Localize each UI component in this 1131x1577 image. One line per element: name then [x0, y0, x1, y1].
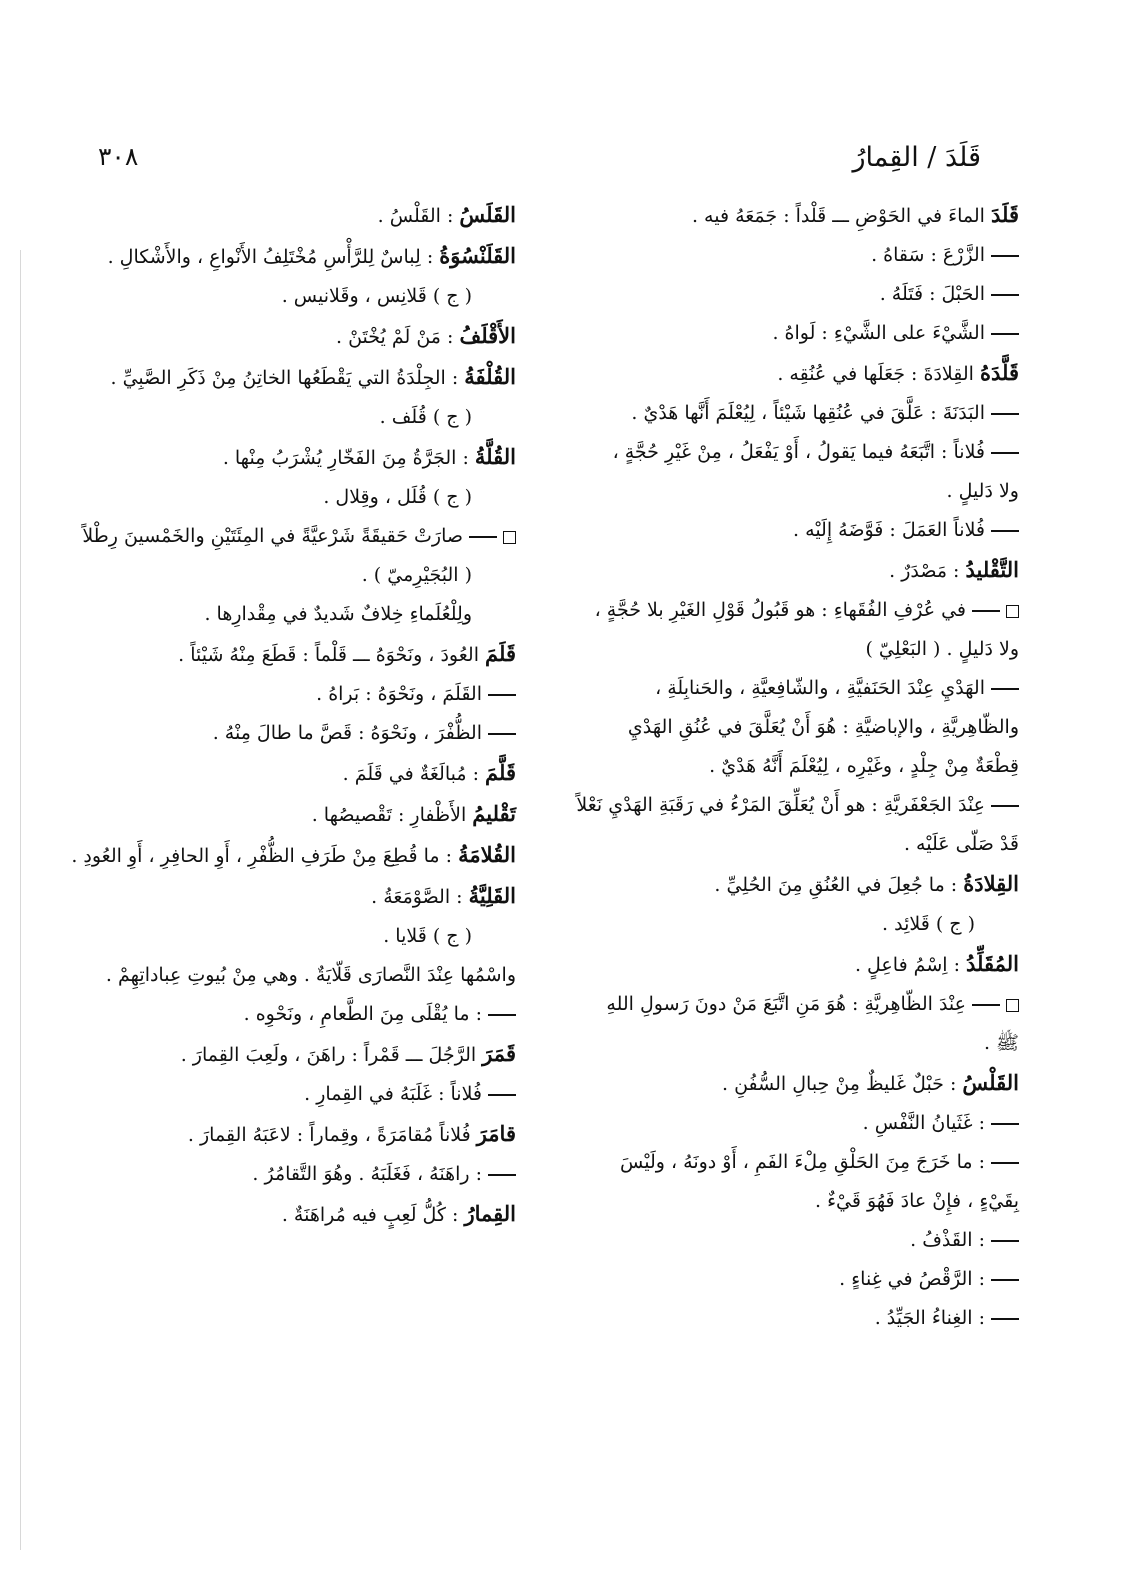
- dictionary-entry: [66, 881, 516, 912]
- plural-form: ( ج ) قَلايا .: [383, 925, 472, 947]
- headword: تَقْليمُ: [472, 801, 516, 826]
- continuation-line: ولا دَليلٍ .: [946, 480, 1019, 502]
- continuation-line: قَدْ صَلّى عَلَيْه .: [903, 833, 1019, 855]
- dictionary-entry: [559, 869, 1019, 900]
- headword: القَلِيَّةُ: [468, 883, 516, 908]
- sense-dash: [991, 1162, 1019, 1164]
- sense-dash: [991, 413, 1019, 415]
- sub-sense: [559, 673, 1019, 703]
- sense-text: : ما خَرَجَ مِنَ الحَلْقِ مِلْءَ الفَمِ ، أَوْ دونَهُ ، ولَيْسَ: [620, 1151, 985, 1173]
- continuation-line: واسْمُها عِنْدَ النَّصارَى قَلّايَةٌ . وهي مِنْ بُيوتِ عِباداتِهِمْ .: [105, 964, 516, 986]
- headword: التَّقْليدُ: [965, 557, 1019, 582]
- sense-text: في عُرْفِ الفُقَهاءِ : هو قَبُولُ قَوْلِ الغَيْرِ بلا حُجَّةٍ ،: [594, 599, 966, 621]
- sense-text: : راهَنَهُ ، فَغَلَبَهُ . وهُوَ التَّقامُرُ .: [252, 1163, 482, 1185]
- dictionary-entry: [66, 321, 516, 352]
- definition-text: : الجِلْدَةُ التي يَقْطَعُها الخاتِنُ مِنْ ذَكَرِ الصَّبِيِّ .: [110, 367, 465, 389]
- right-column: [559, 200, 1019, 1342]
- dictionary-entry: [66, 442, 516, 473]
- sense-dash: [991, 530, 1019, 532]
- page-number: ٣٠٨: [98, 142, 139, 171]
- sense-dash: [991, 805, 1019, 807]
- sense-dash: [991, 1279, 1019, 1281]
- sense-dash: [991, 1318, 1019, 1320]
- plural-form: ( ج ) قَلائِد .: [882, 913, 975, 935]
- plural-form: ( ج ) قُلَل ، وقِلال .: [323, 486, 472, 508]
- sense-text: : غَثَيانُ النَّفْسِ .: [862, 1112, 985, 1134]
- sense-dash: [991, 1240, 1019, 1242]
- sense-text: : ما يُقْلَى مِنَ الطَّعامِ ، ونَحْوِه .: [243, 1003, 482, 1025]
- plural-form: ولِلْعُلَماءِ خِلافٌ شَديدٌ في مِقْدارِها .: [204, 603, 472, 625]
- dictionary-entry: [66, 1199, 516, 1230]
- sense-text: فُلاناً : غَلَبَهُ في القِمارِ .: [304, 1083, 482, 1105]
- dictionary-entry: [66, 1119, 516, 1150]
- dictionary-entry: [66, 200, 516, 231]
- continuation-line: ولا دَليلٍ . ( البَعْلِيّ ): [865, 638, 1019, 660]
- headword: القَلَسُ: [459, 202, 516, 227]
- dictionary-entry: [559, 949, 1019, 980]
- headword: القَلَنْسُوَةُ: [439, 243, 516, 268]
- definition-text: : الصَّوْمَعَةُ .: [371, 886, 469, 908]
- definition-text: : القَلْسُ .: [377, 205, 460, 227]
- sub-sense: [559, 1108, 1019, 1138]
- sub-sense: [66, 679, 516, 709]
- headword: القُلَّةُ: [474, 444, 516, 469]
- continuation-line: والظّاهِريَّةِ ، والإباضيَّةِ : هُوَ أَنْ يُعَلَّقَ في عُنُقِ الهَدْيِ: [627, 716, 1019, 738]
- page-edge-line: [20, 250, 21, 1550]
- dictionary-entry: [559, 358, 1019, 389]
- sense-text: الزَّرْعَ : سَقاهُ .: [871, 244, 985, 266]
- dictionary-entry: [66, 362, 516, 393]
- sense-text: عِنْدَ الجَعْفَريَّةِ : هو أَنْ يُعَلِّقَ المَرْءُ في رَقَبَةِ الهَدْيِ نَعْلاً: [576, 794, 985, 816]
- sense-dash: [991, 333, 1019, 335]
- headword: القِمارُ: [464, 1201, 516, 1226]
- headword: القَلْسُ: [962, 1070, 1019, 1095]
- headword: قَلَدَ: [990, 202, 1019, 227]
- definition-text: القِلادَةَ : جَعَلَها في عُنُقِه .: [777, 363, 980, 385]
- continuation-line: قِطْعَةٌ مِنْ جِلْدٍ ، وغَيْرِه ، لِيُعْلَمَ أَنَّهُ هَدْيٌ .: [709, 755, 1019, 777]
- sense-text: : القَذْفُ .: [910, 1229, 985, 1251]
- headword: قَمَرَ: [482, 1041, 516, 1066]
- sub-sense: [66, 718, 516, 748]
- dictionary-entry: [66, 840, 516, 871]
- sense-text: فُلاناً العَمَلَ : فَوَّضَهُ إِلَيْه .: [793, 519, 985, 541]
- square-marker-icon: [1006, 605, 1019, 618]
- definition-text: : مَصْدَرٌ .: [889, 560, 966, 582]
- dictionary-entry: [66, 758, 516, 789]
- sense-dash: [991, 452, 1019, 454]
- definition-text: : ما قُطِعَ مِنْ طَرَفِ الظُّفْرِ ، أَوِ الحافِرِ ، أَوِ العُودِ .: [71, 845, 459, 867]
- definition-text: الرَّجُلَ ـــ قَمْراً : راهَنَ ، ولَعِبَ القِمارَ .: [180, 1044, 483, 1066]
- headword: الأَقْلَفُ: [459, 323, 516, 348]
- dictionary-entry: [66, 799, 516, 830]
- definition-text: : مُبالَغَةٌ في قَلَمَ .: [342, 763, 486, 785]
- sense-dash: [991, 255, 1019, 257]
- sense-dash: [488, 1094, 516, 1096]
- square-marker-icon: [1006, 999, 1019, 1012]
- continuation-line: ﷺ .: [983, 1032, 1019, 1054]
- definition-text: الماءَ في الحَوْضِ ـــ قَلْداً : جَمَعَهُ فيه .: [691, 205, 991, 227]
- sense-dash: [972, 610, 1000, 612]
- sense-dash: [991, 294, 1019, 296]
- sense-dash: [972, 1004, 1000, 1006]
- headword: قَلَمَ: [485, 641, 516, 666]
- sub-sense: [66, 1079, 516, 1109]
- sub-sense: [559, 1225, 1019, 1255]
- sub-sense: [559, 1264, 1019, 1294]
- technical-sense: [559, 595, 1019, 625]
- sense-dash: [488, 733, 516, 735]
- definition-text: : كُلُّ لَعِبٍ فيه مُراهَنَةٌ .: [281, 1204, 465, 1226]
- headword: القِلادَةُ: [963, 871, 1019, 896]
- sub-sense: [559, 1303, 1019, 1333]
- definition-text: : مَنْ لَمْ يُخْتَنْ .: [335, 326, 460, 348]
- sub-sense: [559, 398, 1019, 428]
- sub-sense: [559, 790, 1019, 820]
- headword: القُلْفَةُ: [464, 364, 516, 389]
- sense-dash: [488, 1174, 516, 1176]
- definition-text: الأَظْفارِ : تَقْصيصُها .: [311, 804, 473, 826]
- dictionary-entry: [66, 639, 516, 670]
- sense-dash: [991, 1123, 1019, 1125]
- sub-sense: [559, 279, 1019, 309]
- sub-sense: [559, 515, 1019, 545]
- headword: قامَرَ: [476, 1121, 516, 1146]
- technical-sense: [559, 989, 1019, 1019]
- definition-text: : اِسْمُ فاعِلٍ .: [854, 954, 967, 976]
- sense-dash: [991, 688, 1019, 690]
- dictionary-entry: [559, 1068, 1019, 1099]
- definition-text: فُلاناً مُقامَرَةً ، وقِماراً : لاعَبَهُ القِمارَ .: [187, 1124, 477, 1146]
- sense-text: : الرَّقْصُ في غِناءٍ .: [839, 1268, 985, 1290]
- sub-sense: [66, 999, 516, 1029]
- dictionary-entry: [66, 241, 516, 272]
- definition-text: العُودَ ، ونَحْوَهُ ـــ قَلْماً : قَطَعَ مِنْهُ شَيْئاً .: [178, 644, 486, 666]
- sense-text: الهَدْيِ عِنْدَ الحَنَفيَّةِ ، والشّافِعيَّةِ ، والحَنابِلَةِ ،: [655, 677, 985, 699]
- left-column: [66, 200, 516, 1239]
- headword: قَلَّمَ: [485, 760, 516, 785]
- plural-form: ( ج ) قُلَف .: [379, 406, 472, 428]
- sub-sense: [66, 1159, 516, 1189]
- continuation-line: بِقَيْءٍ ، فإِنْ عادَ فَهُوَ قَيْءٌ .: [815, 1190, 1019, 1212]
- sense-text: الشَّيْءَ على الشَّيْءِ : لَواهُ .: [772, 322, 985, 344]
- headword: المُقَلِّدُ: [966, 951, 1019, 976]
- headword: قَلَّدَهُ: [979, 360, 1019, 385]
- sense-text: : الغِناءُ الجَيِّدُ .: [874, 1307, 985, 1329]
- dictionary-entry: [559, 555, 1019, 586]
- sub-sense: [559, 318, 1019, 348]
- dictionary-entry: [66, 1039, 516, 1070]
- sense-text: القَلَمَ ، ونَحْوَهُ : بَراهُ .: [316, 683, 482, 705]
- plural-form: ( البُجَيْرِميّ ) .: [361, 564, 472, 586]
- headword: القُلامَةُ: [458, 842, 516, 867]
- sense-dash: [488, 694, 516, 696]
- sub-sense: [559, 240, 1019, 270]
- dictionary-entry: [559, 200, 1019, 231]
- sense-text: الظُّفْرَ ، ونَحْوَهُ : قَصَّ ما طالَ مِنْهُ .: [212, 722, 482, 744]
- definition-text: : الجَرَّةُ مِنَ الفَخّارِ يُشْرَبُ مِنْها .: [222, 447, 475, 469]
- sense-dash: [488, 1014, 516, 1016]
- page-header-title: قَلَدَ / القِمارُ: [852, 142, 981, 173]
- sense-text: عِنْدَ الظّاهِريَّةِ : هُوَ مَنِ اتَّبَعَ مَنْ دونَ رَسولِ اللهِ: [606, 993, 966, 1015]
- definition-text: : حَبْلٌ غَليظٌ مِنْ حِبالِ السُّفُنِ .: [722, 1073, 963, 1095]
- square-marker-icon: [503, 531, 516, 544]
- sense-dash: [469, 536, 497, 538]
- sense-text: فُلاناً : اتَّبَعَهُ فيما يَقولُ ، أَوْ يَفْعَلُ ، مِنْ غَيْرِ حُجَّةٍ ،: [612, 441, 985, 463]
- sense-text: الحَبْلَ : فَتَلَهُ .: [879, 283, 985, 305]
- sense-text: البَدَنَةَ : عَلَّقَ في عُنُقِها شَيْئاً ، لِيُعْلَمَ أَنَّها هَدْيٌ .: [631, 402, 985, 424]
- sub-sense: [559, 1147, 1019, 1177]
- sub-sense: [559, 437, 1019, 467]
- sense-text: صارَتْ حَقيقَةً شَرْعيَّةً في المِئَتَيْنِ والخَمْسينَ رِطْلاً: [82, 525, 463, 547]
- plural-form: ( ج ) قَلانِس ، وقَلانيس .: [281, 285, 472, 307]
- definition-text: : ما جُعِلَ في العُنُقِ مِنَ الحُلِيِّ .: [714, 874, 964, 896]
- technical-sense: [66, 521, 516, 551]
- definition-text: : لِباسٌ لِلرَّأْسِ مُخْتَلِفُ الأَنْواعِ ، والأَشْكالِ .: [107, 246, 440, 268]
